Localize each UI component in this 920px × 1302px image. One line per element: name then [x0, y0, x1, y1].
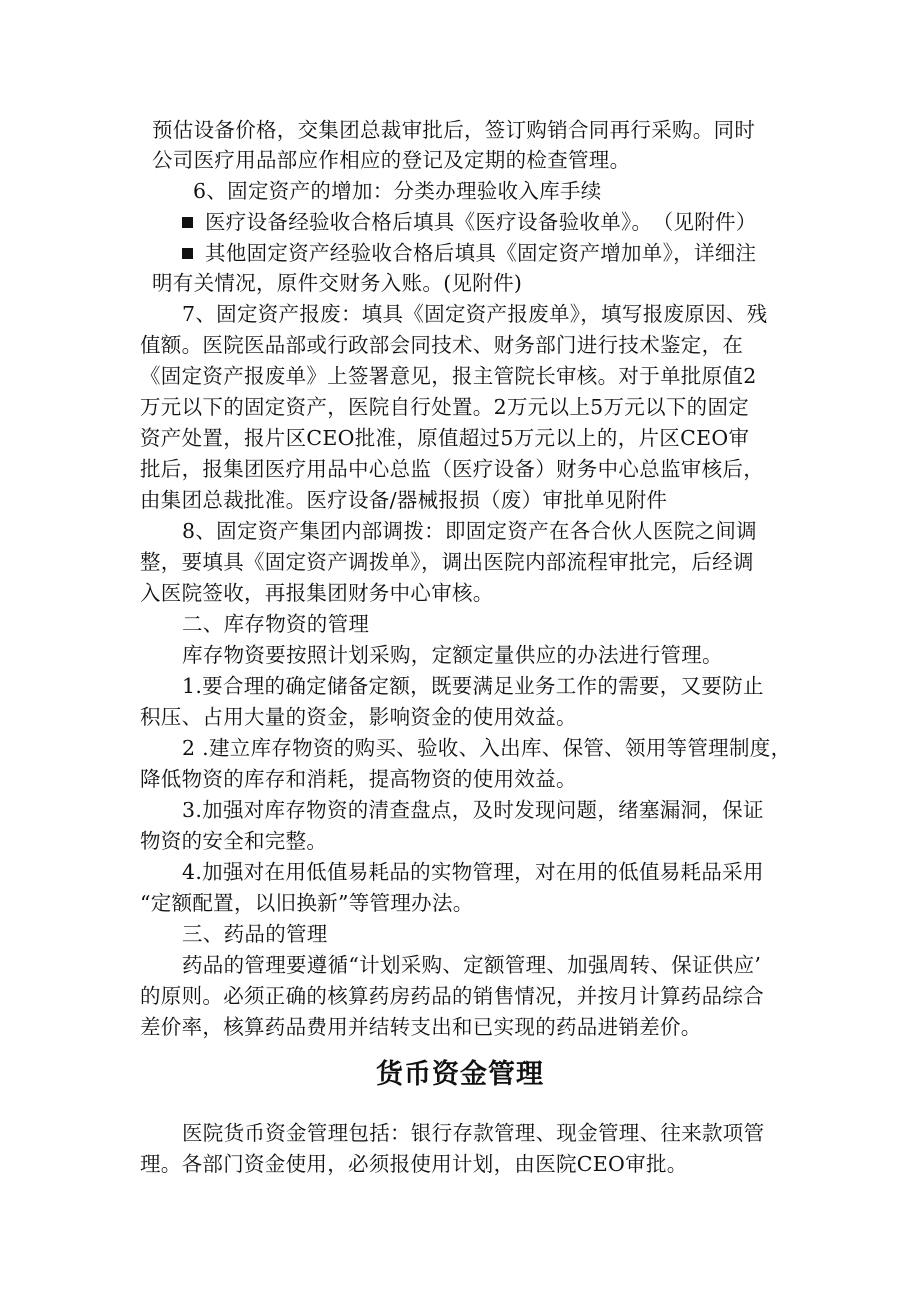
- text-line: 理。各部门资金使用，必须报使用计划，由医院CEO审批。: [140, 1152, 688, 1176]
- text-line: 物资的安全和完整。: [140, 829, 328, 853]
- text-line: 《固定资产报废单》上签署意见，报主管院长审核。对于单批原值2: [140, 364, 757, 388]
- text-line: 4.加强对在用低值易耗品的实物管理，对在用的低值易耗品采用: [182, 860, 764, 884]
- text-line: 值额。医院医品部或行政部会同技术、财务部门进行技术鉴定，在: [140, 333, 744, 357]
- text-line: 8、固定资产集团内部调拨：即固定资产在各合伙人医院之间调: [182, 519, 757, 543]
- section-heading: 二、库存物资的管理: [182, 612, 370, 636]
- text-line: 批后，报集团医疗用品中心总监（医疗设备）财务中心总监审核后，: [140, 457, 764, 481]
- text-line: 由集团总裁批准。医疗设备/器械报损（废）审批单见附件: [140, 488, 668, 512]
- bullet-square-icon: [182, 217, 193, 228]
- text-line: 7、固定资产报废：填具《固定资产报废单》，填写报废原因、残: [182, 302, 768, 326]
- text-line: 其他固定资产经验收合格后填具《固定资产增加单》，详细注: [205, 241, 757, 265]
- text-line: 医疗设备经验收合格后填具《医疗设备验收单》。 （见附件）: [205, 210, 757, 234]
- text-line: 降低物资的库存和消耗，提高物资的使用效益。: [140, 767, 577, 791]
- text-line: 入医院签收，再报集团财务中心审核。: [140, 581, 494, 605]
- text-line: 积压、占用大量的资金，影响资金的使用效益。: [140, 705, 577, 729]
- text-line: 3.加强对库存物资的清查盘点，及时发现问题，绪塞漏洞，保证: [182, 798, 764, 822]
- text-line: 预估设备价格，交集团总裁审批后，签订购销合同再行采购。同时: [152, 118, 756, 142]
- text-line: 1.要合理的确定储备定额，既要满足业务工作的需要，又要防止: [182, 674, 764, 698]
- text-line: 差价率，核算药品费用并结转支出和已实现的药品进销差价。: [140, 1015, 702, 1039]
- text-line: 万元以下的固定资产，医院自行处置。2万元以上5万元以下的固定: [140, 395, 750, 419]
- text-line: 库存物资要按照计划采购，定额定量供应的办法进行管理。: [182, 643, 723, 667]
- text-line: 整，要填具《固定资产调拨单》，调出医院内部流程审批完，后经调: [140, 550, 754, 574]
- text-line: 资产处置，报片区CEO批准，原值超过5万元以上的，片区CEO审: [140, 426, 750, 450]
- text-line: 2 .建立库存物资的购买、验收、入出库、保管、领用等管理制度，: [182, 736, 792, 760]
- bullet-square-icon: [182, 248, 193, 259]
- text-line: 药品的管理要遵循“计划采购、定额管理、加强周转、保证供应’: [182, 953, 762, 977]
- text-line: 公司医疗用品部应作相应的登记及定期的检查管理。: [152, 148, 631, 172]
- section-heading: 三、药品的管理: [182, 922, 328, 946]
- bullet-item: [182, 207, 757, 237]
- text-line: “定额配置，以旧换新”等管理办法。: [140, 891, 474, 915]
- bullet-item: [182, 238, 756, 268]
- text-line: 6、固定资产的增加：分类办理验收入库手续: [193, 179, 602, 203]
- text-line: 明有关情况，原件交财务入账。(见附件): [152, 271, 523, 295]
- text-line: 医院货币资金管理包括：银行存款管理、现金管理、往来款项管: [182, 1121, 765, 1145]
- text-line: 的原则。必须正确的核算药房药品的销售情况，并按月计算药品综合: [140, 984, 764, 1008]
- section-title: 货币资金管理: [376, 1059, 544, 1090]
